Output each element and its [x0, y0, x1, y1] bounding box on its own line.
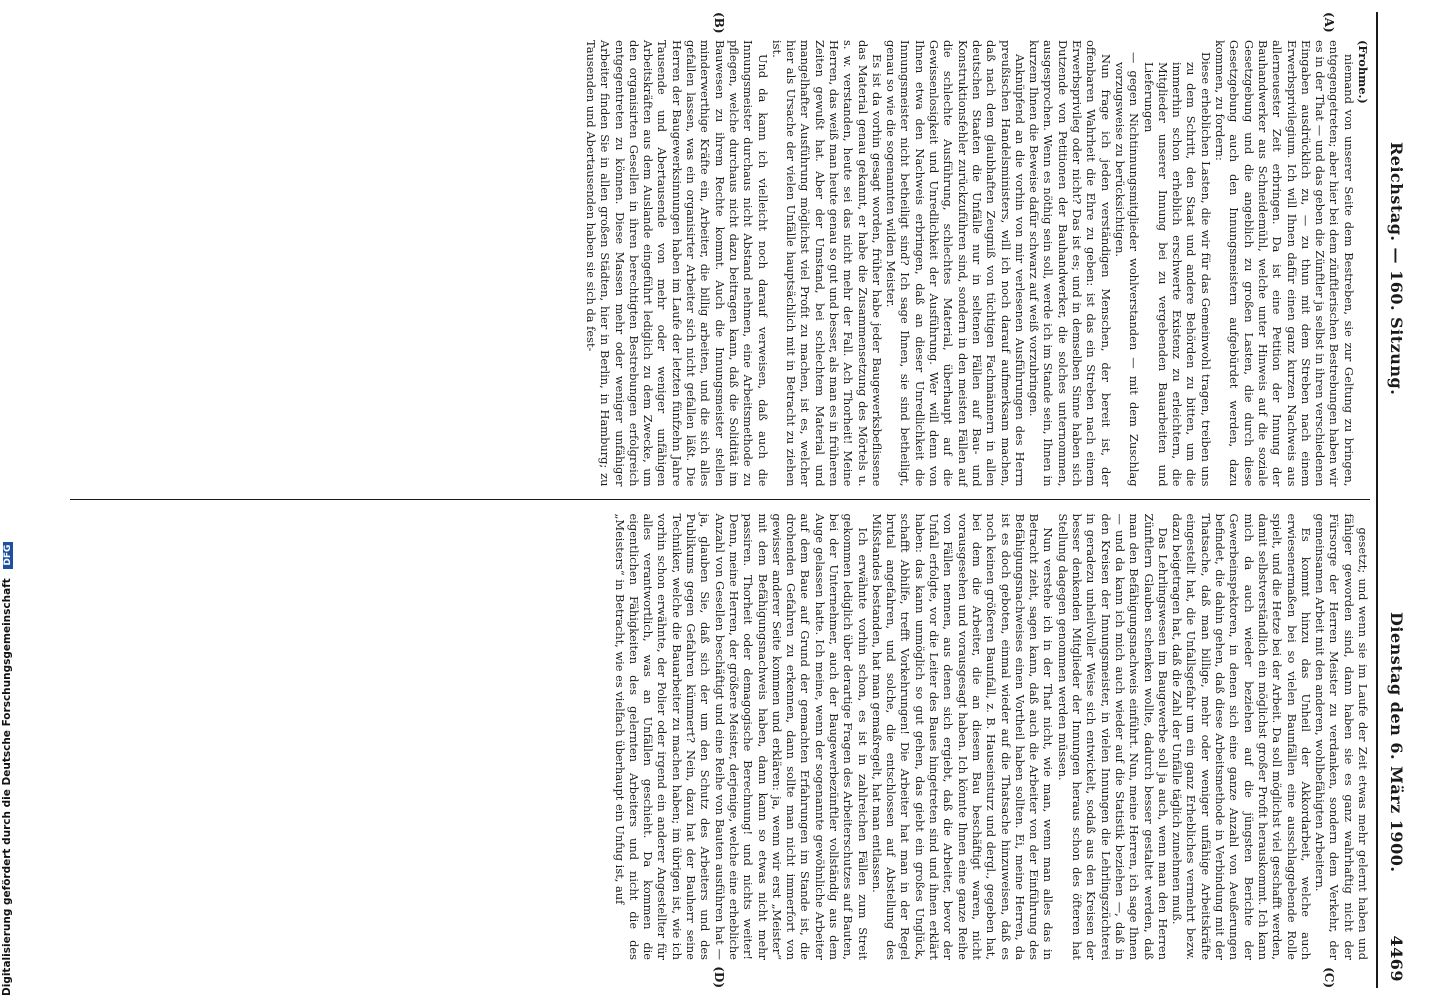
- quoted-petition: — gegen Nichtinnungsmitglieder wohlverstanden — mit dem Zuschlag vorzugsweise zu berücksichtigen.: [1112, 52, 1142, 487]
- paragraph: niemand von unserer Seite dem Bestreben, sie zur Geltung zu bringen, entgegengetreten; aber hier bei dem zünftlerischen Bestrebungen haben wir es in der That — und das geben die Zünftler ja selbst in ihren verschiedenen Eingaben ausdrücklich zu, — zu thun mit dem Streben nach einem Erwerbsprivilegium. Ich will Ihnen dafür einen ganz kurzen Nachweis aus allerneuester Zeit erbringen. Da ist eine Petition der Innung der Bauhandwerker aus Schneidemühl, welche unter Hinweis auf die soziale Gesetzgebung und die angeblich zu großen Lasten, die durch diese Gesetzgebung auch den Innungsmeistern aufgebürdet werden, dazu kommen, zu fordern:: [1213, 40, 1356, 487]
- header-date: Dienstag den 6. März 1900.: [1387, 612, 1406, 873]
- paragraph: Nun verstehe ich in der That nicht, wie man, wenn man alles das in Betracht zieht, sagen kann, daß auch die Arbeiter von der Einführung des Befähigungsnachweises einen Vortheil haben sollten. Ei, meine Herren, da ist es doch geboten, einmal wieder auf die Thatsache hinzuweisen, daß es noch keinen größeren Baunfall, z. B. Hauseinsturz und dergl., gegeben hat, bei dem die Arbeiter, die an diesem Bau beschäftigt waren, nicht vorausgesehen und vorausgesagt haben. Ich könnte Ihnen eine ganze Reihe von Fällen nennen, aus denen sich ergiebt, daß die Arbeiter, bevor der Unfall erfolgte, vor die Leiter des Baues hingetreten sind und ihnen erklärt haben: das kann unmöglich so gut gehen, das giebt ein großes Unglück, schafft Abhilfe, trefft Vorkehrungen! Die Arbeiter hat man in der Regel brutal angefahren, und solche, die entschlossen auf Abstellung des Mißstandes bestanden, hat man gemaßregelt, hat man entlassen.: [869, 513, 1056, 960]
- dfg-logo: DFG: [3, 542, 13, 569]
- credit-text: Digitalisierung gefördert durch die Deutsche Forschungsgemeinschaft: [1, 578, 13, 996]
- right-column: [70, 499, 1370, 989]
- left-column: [70, 12, 1370, 499]
- paragraph: gesetzt; und wenn sie im Laufe der Zeit etwas mehr gelernt haben und fähiger geworden sind, dann haben sie es ganz wahrhaftig nicht der Fürsorge der Herren Meister zu verdanken, sondern dem Verkehr, der gemeinsamen Arbeit mit den anderen, wohlbefähigten Arbeitern.: [1313, 513, 1370, 960]
- paragraph: Ich erwähnte vorhin schon, es ist in zahlreichen Fällen zum Streit gekommen lediglich über derartige Fragen des Arbeiterschutzes auf Bauten, bei der Unternehmer, auch der Baugewerbezünftler vollständig aus dem Auge gelassen hatte. Ich meine, wenn der sogenannte gewöhnliche Arbeiter auf dem Baue auf Grund der gemachten Erfahrungen im Stande ist, die drohenden Gefahren zu erkennen, dann sollte man nicht immerfort von gewisser anderer Seite kommen und erklären: ja, wenn wir erst „Meister“ mit dem Befähigungsnachweis haben, dann kann so etwas nicht mehr passiren. Thorheit oder demagogische Berechnung! und nichts weiter! Denn, meine Herren, der größere Meister, derjenige, welche eine erhebliche Anzahl von Gesellen beschäftigt und eine Reihe von Bauten ausführen hat — ja, glauben Sie, daß sich der um den Schutz des Arbeiters und des Publikums gegen Gefahren kümmert? Nein, dazu hat der Bauherr seine Techniker, welche die Bauarbeiter zu machen haben; im übrigen ist, wie ich vorhin schon erwähnte, der Polier oder irgend ein anderer Angestellter für alles verantwortlich, was an Unfällen geschieht. Da kommen die eigentlichen Fähigkeiten des gelernten Arbeiters und nicht die des „Meisters“ in Betracht, wie es vielfach überhaupt ein Unfug ist, auf: [612, 513, 870, 960]
- margin-marker-d: (D): [712, 966, 726, 988]
- paragraph: Das Lehrlingswesen im Baugewerbe soll ja auch, wenn man den Herren Zünftlern Glauben schenken wollte, dadurch besser gestaltet werden, daß man den Befähigungsnachweis einführt. Nun, meine Herren, ich sage Ihnen — und da kann ich mich auch wieder auf die Statistik beziehen —, daß in den Kreisen der Innungsmeister, in vielen Innungen die Lehrlingszüchterei in geradezu unheilvoller Weise sich entwickelt, sodaß aus den Kreisen der besser denkenden Mitglieder der Innungen heraus schon des öfteren hat Stellung dagegen genommen werden müssen.: [1055, 513, 1170, 960]
- paragraph: Anknüpfend an die vorhin von mir verlesenen Ausführungen des Herrn preußischen Handelsministers, will ich noch darauf aufmerksam machen, daß nach dem glaubhaften Zeugniß von tüchtigen Fachmännern in allen deutschen Staaten die Unfälle nur in seltenen Fällen auf Bau- und Konstruktionsfehler zurückzuführen sind, sondern in den meisten Fällen auf die schlechte Ausführung, schlechtes Material, überhaupt auf die Gewissenlosigkeit und Unredlichkeit der Ausführung. Wer will denn von Ihnen etwa den Nachweis erbringen, daß an dieser Unredlichkeit die Innungsmeister nicht betheiligt sind? Ich sage Ihnen, sie sind betheiligt, genau so wie die sogenannten wilden Meister.: [884, 40, 1027, 487]
- quoted-petition: Diese erheblichen Lasten, die wir für das Gemeinwohl tragen, treiben uns zu dem Schritt, den Staat und andere Behörden zu bitten, um die immerhin schon erheblich erschwerte Existenz zu erleichtern, die Mitglieder unserer Innung bei zu vergebenden Bauarbeiten und Lieferungen: [1141, 52, 1213, 487]
- page-number: 4469: [1387, 935, 1406, 982]
- two-column-body: [70, 12, 1370, 988]
- paragraph: Nun frage ich jeden verständigen Menschen, der bereit ist, der offenbaren Wahrheit die Ehre zu geben: ist das ein Streben nach einem Erwerbsprivileg oder nicht? Das ist es; und in demselben Sinne haben sich Dutzende von Petitionen der Bauhandwerker, die solches unternommen, ausgesprochen. Wenn es nöthig sein soll, werde ich im Stande sein, Ihnen in kurzem Ihnen die Beweise dafür schwarz auf weiß vorzubringen.: [1027, 40, 1113, 487]
- margin-marker-a: (A): [1322, 12, 1336, 33]
- paragraph: Es kommt hinzu das Unheil der Akkordarbeit, welche auch erwiesenermaßen bei so vielen Baunfällen eine ausschlaggebende Rolle spielt, und die Hetze bei der Arbeit. Da soll möglichst viel geschafft werden, damit selbstverständlich ein möglichst großer Profit herauskommt. Ich kann mich da auch wieder beziehen auf die jüngsten Berichte der Gewerbeinspektoren, in denen sich eine ganze Anzahl von Aeußerungen befindet, die dahin gehen, daß diese Arbeitsmethode in Verbindung mit der Thatsache, daß man billige, mehr oder weniger unfähige Arbeitskräfte eingestellt hat, die Unfallsgefahr um ein ganz Erhebliches vermehrt bezw. dazu beigetragen hat, daß die Zahl der Unfälle täglich zunehmen muß.: [1170, 513, 1313, 960]
- margin-marker-c: (C): [1322, 967, 1336, 988]
- header-title: Reichstag. — 160. Sitzung.: [1387, 142, 1406, 396]
- paragraph: Und da kann ich vielleicht noch darauf verweisen, daß auch die Innungsmeister durchaus nicht Abstand nehmen, eine Arbeitsmethode zu pflegen, welche durchaus nicht dazu beitragen kann, daß die Solidität im Bauwesen zu ihrem Rechte kommt. Auch die Innungsmeister stellen minderwerthige Kräfte ein, Arbeiter, die billig arbeiten, und die sich alles gefallen lassen, was ein organisirter Arbeiter sich nicht gefallen läßt. Die Herren der Baugewerksinnungen haben im Laufe der letzten fünfzehn Jahre Tausende und Abertausende von mehr oder weniger unfähigen Arbeitskräften aus dem Auslande eingeführt lediglich zu dem Zwecke, um den organisirten Gesellen in ihren berechtigten Bestrebungen erfolgreich entgegentreten zu können. Diese Massen mehr oder weniger unfähiger Arbeiter finden Sie in allen großen Städten, hier in Berlin, in Hamburg; zu Tausenden und Abertausenden haben sie sich da fest-: [583, 40, 770, 487]
- speaker-name: (Frohme.): [1356, 40, 1370, 104]
- digitization-credit: [1, 542, 13, 996]
- rotated-page-content: [67, 6, 1412, 994]
- margin-marker-b: (B): [712, 12, 726, 34]
- paragraph: Es ist da vorhin gesagt worden, früher habe jeder Baugewerksbeflissene das Material genau gekannt, er habe die Zusammensetzung des Mörtels u. s. w. verstanden, heute sei das nicht mehr der Fall. Ach Thorheit! Meine Herren, das weiß man heute genau so gut und besser, als man es in früheren Zeiten gewußt hat. Aber der Umstand, bei schlechtem Material und mangelhafter Ausführung möglichst viel Profit zu machen, ist es, welcher hier als Ursache der vielen Unfälle hauptsächlich mit in Betracht zu ziehen ist.: [769, 40, 884, 487]
- page-header: [1376, 12, 1412, 988]
